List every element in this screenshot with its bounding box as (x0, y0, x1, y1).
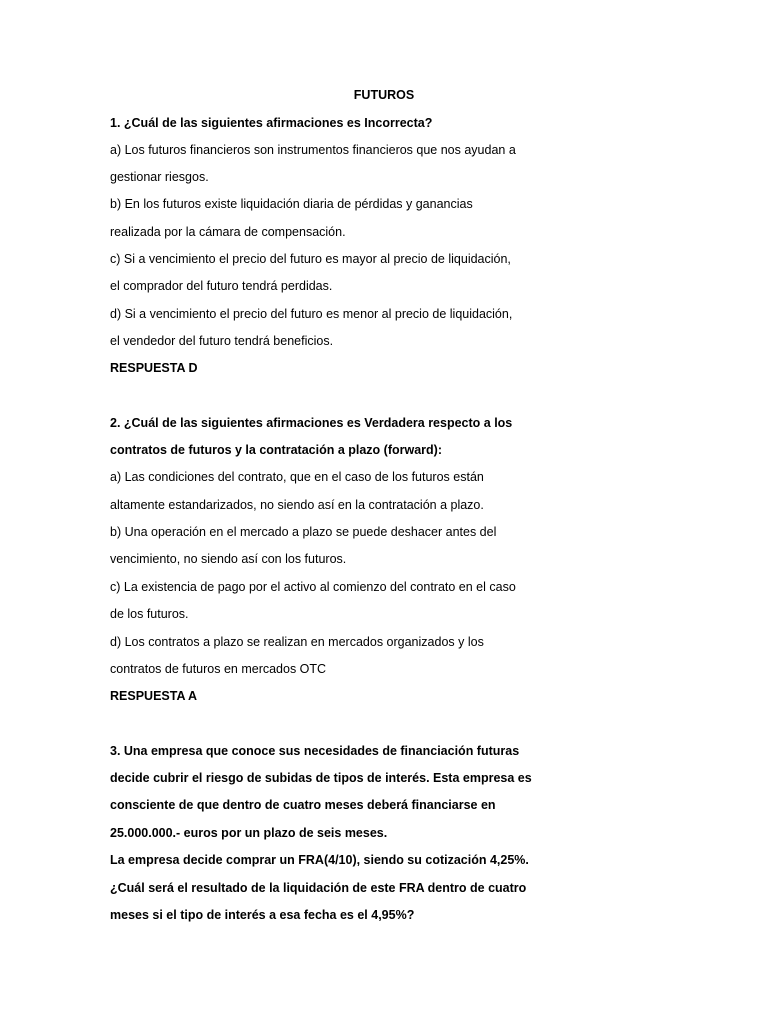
question-2-option-b: b) Una operación en el mercado a plazo se puede deshacer antes del (110, 525, 497, 539)
question-1-option-c-cont: el comprador del futuro tendrá perdidas. (110, 279, 333, 293)
question-2-prompt: 2. ¿Cuál de las siguientes afirmaciones es Verdadera respecto a los (110, 416, 513, 430)
question-1-prompt: 1. ¿Cuál de las siguientes afirmaciones es Incorrecta? (110, 116, 433, 130)
question-1-option-c: c) Si a vencimiento el precio del futuro es mayor al precio de liquidación, (110, 252, 511, 266)
question-2-option-c: c) La existencia de pago por el activo al comienzo del contrato en el caso (110, 580, 516, 594)
question-3-line-5: La empresa decide comprar un FRA(4/10), siendo su cotización 4,25%. (110, 853, 529, 867)
question-1-option-d: d) Si a vencimiento el precio del futuro es menor al precio de liquidación, (110, 307, 513, 321)
question-2-answer: RESPUESTA A (110, 689, 198, 703)
question-1-option-d-cont: el vendedor del futuro tendrá beneficios. (110, 334, 334, 348)
question-1-option-a-cont: gestionar riesgos. (110, 170, 209, 184)
question-3-line-4: 25.000.000.- euros por un plazo de seis meses. (110, 826, 388, 840)
document-title: FUTUROS (353, 88, 415, 102)
question-3-line-2: decide cubrir el riesgo de subidas de tipos de interés. Esta empresa es (110, 771, 532, 785)
question-1-option-a: a) Los futuros financieros son instrumentos financieros que nos ayudan a (110, 143, 516, 157)
question-2-prompt-cont: contratos de futuros y la contratación a plazo (forward): (110, 443, 442, 457)
question-3-line-1: 3. Una empresa que conoce sus necesidades de financiación futuras (110, 744, 520, 758)
question-1-option-b-cont: realizada por la cámara de compensación. (110, 225, 346, 239)
question-2-option-c-cont: de los futuros. (110, 607, 189, 621)
question-1-option-b: b) En los futuros existe liquidación diaria de pérdidas y ganancias (110, 197, 473, 211)
question-1-answer: RESPUESTA D (110, 361, 198, 375)
question-2-option-a-cont: altamente estandarizados, no siendo así en la contratación a plazo. (110, 498, 484, 512)
question-3-line-6: ¿Cuál será el resultado de la liquidación de este FRA dentro de cuatro (110, 881, 527, 895)
question-2-option-b-cont: vencimiento, no siendo así con los futuros. (110, 552, 347, 566)
question-3-line-7: meses si el tipo de interés a esa fecha es el 4,95%? (110, 908, 415, 922)
question-2-option-a: a) Las condiciones del contrato, que en el caso de los futuros están (110, 470, 484, 484)
question-2-option-d: d) Los contratos a plazo se realizan en mercados organizados y los (110, 635, 484, 649)
question-2-option-d-cont: contratos de futuros en mercados OTC (110, 662, 327, 676)
question-3-line-3: consciente de que dentro de cuatro meses deberá financiarse en (110, 798, 496, 812)
